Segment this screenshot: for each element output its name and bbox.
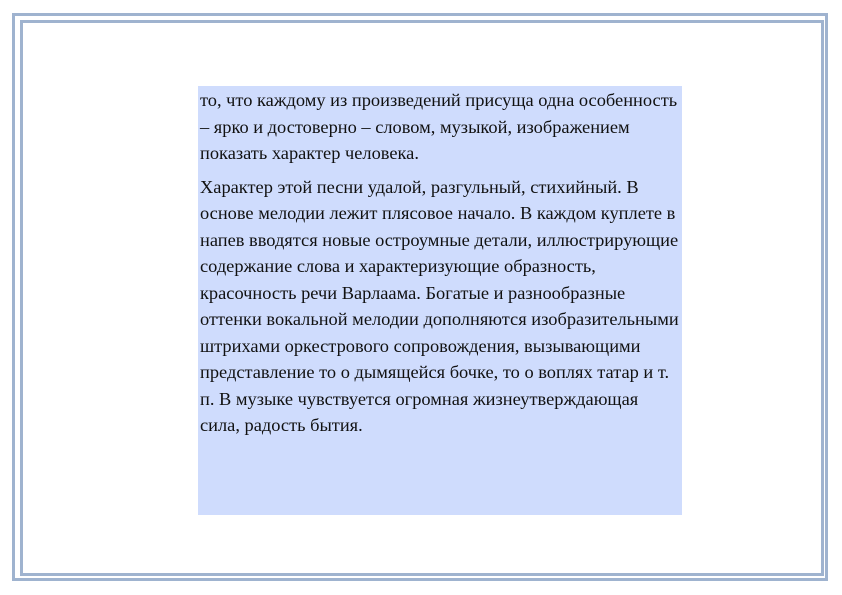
text-box — [198, 86, 682, 515]
paragraph-2: Характер этой песни удалой, разгульный, стихийный. В основе мелодии лежит плясовое начало. В каждом куплете в напев вводятся новые остроумные детали, иллюстрирующие содержание слова и характеризующие образность, красочность речи Варлаама. Богатые и разнообразные оттенки вокальной мелодии дополняются изобразительными штрихами оркестрового сопровождения, вызывающими представление то о дымящейся бочке, то о воплях татар и т. п. В музыке чувствуется огромная жизнеутверждающая сила, радость бытия. — [200, 176, 679, 435]
paragraph-1: то, что каждому из произведений присуща одна особенность – ярко и достоверно – словом, музыкой, изображением показать характер человека. — [200, 90, 678, 163]
